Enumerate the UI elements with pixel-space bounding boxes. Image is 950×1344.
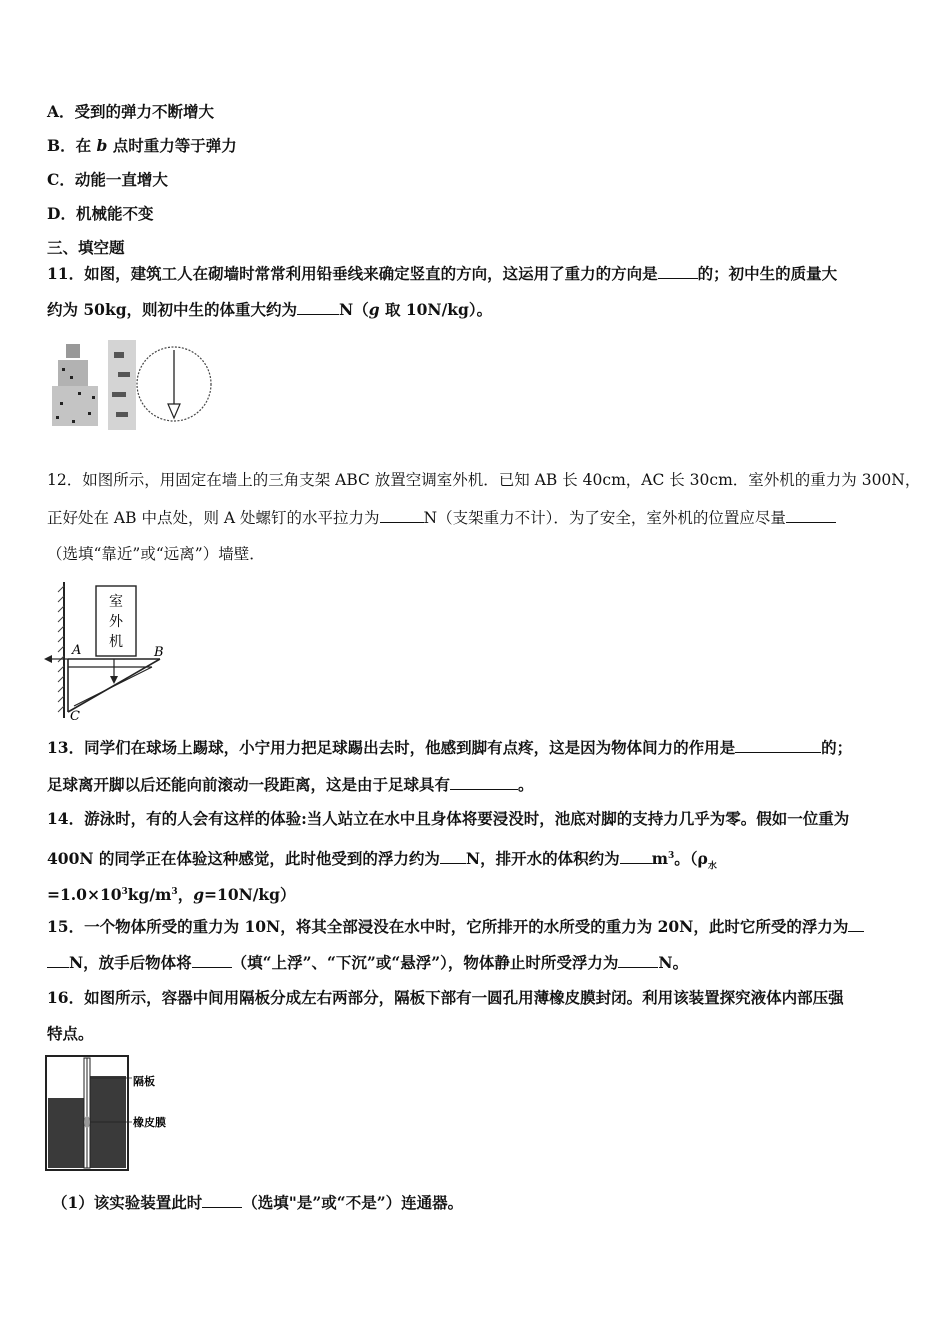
q14-text: =10N/kg） <box>204 885 296 905</box>
q13-line1 <box>47 738 852 758</box>
unit-label-char: 外 <box>109 614 123 630</box>
answer-blank[interactable] <box>297 300 339 315</box>
answer-blank[interactable] <box>380 508 424 523</box>
option-text: 动能一直增大 <box>74 170 168 189</box>
q14-text: ， <box>177 885 194 905</box>
q11-text: 的；初中生的质量大 <box>697 264 838 283</box>
q11-text: 约为 50kg，则初中生的体重大约为 <box>47 300 298 319</box>
q13-text: 13．同学们在球场上踢球，小宁用力把足球踢出去时，他感到脚有点疼，这是因为物体间力的作用是 <box>47 738 736 757</box>
answer-blank[interactable] <box>202 1193 242 1208</box>
q13-text: 。 <box>518 775 534 794</box>
subscript: 水 <box>707 861 717 872</box>
q16-line2: 特点。 <box>47 1024 94 1043</box>
unit-label-char: 机 <box>109 634 123 650</box>
g-symbol: g <box>193 885 205 905</box>
option-text: 机械能不变 <box>75 204 154 223</box>
answer-blank[interactable] <box>440 849 466 864</box>
option-text-prefix: 在 <box>75 136 92 155</box>
q11-text: 取 10N/kg）。 <box>384 300 493 319</box>
q12-line3: （选填“靠近”或“远离”）墙壁． <box>47 545 265 563</box>
q15-text: N，放手后物体将 <box>69 953 192 972</box>
option-letter: B <box>47 136 61 155</box>
point-label: A <box>72 643 82 658</box>
bracket-figure <box>44 580 174 720</box>
q11-text: N（ <box>339 300 369 319</box>
q15-text: （填“上浮”、“下沉”或“悬浮”），物体静止时所受浮力为 <box>231 953 619 972</box>
q16-text: （1）该实验装置此时 <box>52 1193 203 1212</box>
plumb-line-figure <box>48 332 214 438</box>
option-d: D．机械能不变 <box>47 204 154 223</box>
divider-label: 隔板 <box>133 1075 155 1088</box>
q13-text: 足球离开脚以后还能向前滚动一段距离，这是由于足球具有 <box>47 775 451 794</box>
option-letter: C <box>47 170 60 189</box>
container-figure <box>44 1054 174 1174</box>
answer-blank[interactable] <box>192 953 232 968</box>
q14-text: 400N 的同学正在体验这种感觉，此时他受到的浮力约为 <box>47 849 440 869</box>
section-title: 三、填空题 <box>47 238 125 257</box>
q16-sub1 <box>52 1193 463 1213</box>
q14-line3 <box>47 882 296 905</box>
q15-text: 15．一个物体所受的重力为 10N，将其全部浸没在水中时，它所排开的水所受的重力为 20N，此时它所受的浮力为 <box>47 917 849 936</box>
q13-text: 的； <box>821 738 853 757</box>
q14-text: 。（ρ <box>674 849 708 869</box>
superscript: 3 <box>121 887 128 897</box>
membrane-label: 橡皮膜 <box>133 1116 166 1129</box>
q12-text: N（支架重力不计）．为了安全，室外机的位置应尽量 <box>423 509 786 527</box>
q15-line2 <box>47 953 688 973</box>
option-variable: b <box>96 136 108 155</box>
option-a: A．受到的弹力不断增大 <box>47 102 215 121</box>
answer-blank[interactable] <box>620 849 652 864</box>
answer-blank[interactable] <box>47 953 69 968</box>
q11-text: 11．如图，建筑工人在砌墙时常常利用铅垂线来确定竖直的方向，这运用了重力的方向是 <box>47 264 658 283</box>
option-letter: A <box>47 102 60 121</box>
q14-text: m <box>651 849 668 869</box>
option-text: 受到的弹力不断增大 <box>74 102 215 121</box>
answer-blank[interactable] <box>618 953 658 968</box>
answer-blank[interactable] <box>658 264 698 279</box>
answer-blank[interactable] <box>450 775 518 790</box>
answer-blank[interactable] <box>786 508 836 523</box>
q14-line1: 14．游泳时，有的人会有这样的体验:当人站立在水中且身体将要浸没时，池底对脚的支持力几乎为零。假如一位重为 <box>47 809 850 828</box>
q12-line2 <box>47 508 836 528</box>
q12-text: 正好处在 AB 中点处，则 A 处螺钉的水平拉力为 <box>47 509 380 527</box>
answer-blank[interactable] <box>735 738 821 753</box>
superscript: 3 <box>171 887 178 897</box>
q15-text: N。 <box>658 953 689 972</box>
q11-line1 <box>47 264 837 284</box>
q16-line1: 16．如图所示，容器中间用隔板分成左右两部分，隔板下部有一圆孔用薄橡皮膜封闭。利用该装置探究液体内部压强 <box>47 988 844 1007</box>
q13-line2 <box>47 775 534 795</box>
point-label: C <box>70 709 80 720</box>
q16-text: （选填"是”或“不是”）连通器。 <box>242 1193 464 1212</box>
q15-line1 <box>47 917 864 937</box>
answer-blank[interactable] <box>848 917 864 932</box>
q14-text: kg/m <box>127 885 172 905</box>
option-text-suffix: 点时重力等于弹力 <box>112 136 237 155</box>
q11-line2 <box>47 300 492 320</box>
unit-label-char: 室 <box>109 594 123 610</box>
option-letter: D <box>47 204 61 223</box>
option-b: B．在 b 点时重力等于弹力 <box>47 136 237 155</box>
option-c: C．动能一直增大 <box>47 170 168 189</box>
q12-line1: 12．如图所示，用固定在墙上的三角支架 ABC 放置空调室外机．已知 AB 长 40cm，AC 长 30cm．室外机的重力为 300N， <box>47 471 921 489</box>
superscript: 3 <box>668 851 675 861</box>
q14-line2 <box>47 846 717 876</box>
point-label: B <box>154 645 164 660</box>
q14-text: =1.0×10 <box>47 885 122 905</box>
q14-text: N，排开水的体积约为 <box>465 849 620 869</box>
q11-g-symbol: g <box>368 300 380 319</box>
